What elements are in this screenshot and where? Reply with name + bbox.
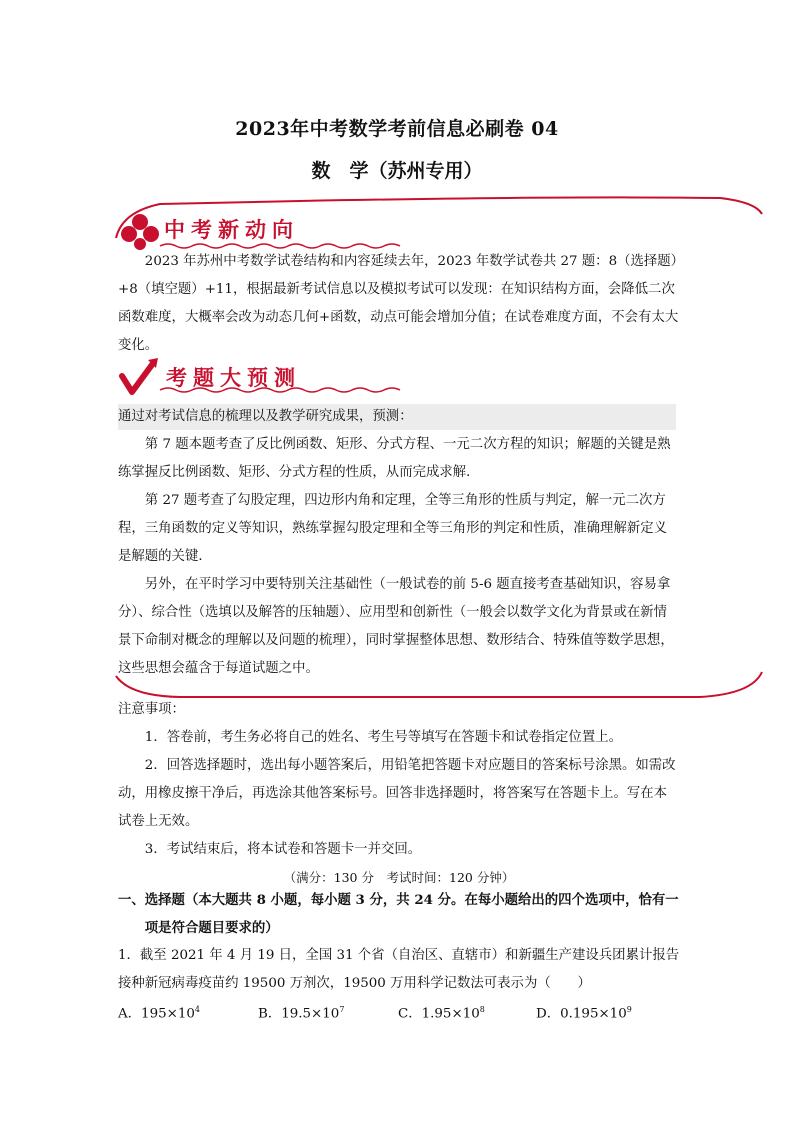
part1-heading: 一、选择题（本大题共 8 小题，每小题 3 分，共 24 分。在每小题给出的四个选项中，恰有一项是符合题目要求的）	[118, 892, 679, 936]
predict-q7: 第 7 题本题考查了反比例函数、矩形、分式方程、一元二次方程的知识；解题的关键是熟练掌握反比例函数、矩形、分式方程的性质，从而完成求解．	[118, 437, 671, 480]
option-c: C．$1.95\times 10^8$	[398, 1005, 485, 1022]
paper-subtitle: 数 学（苏州专用）	[311, 160, 483, 182]
predict-other: 另外，在平时学习中要特别关注基础性（一般试卷的前 5-6 题直接考查基础知识，容易拿分）、综合性（选填以及解答的压轴题）、应用型和创新性（一般会以数学文化为背景或在新情景下命制对概念的理解以及问题的梳理），同时掌握整体思想、数形结合、特殊值等数学思想，这些思想会蕴含于每道试题之中。	[118, 577, 674, 676]
flower-icon	[120, 212, 160, 252]
banner-predict: 考题大预测	[166, 366, 301, 390]
score-time-line: （满分：130 分 考试时间：120 分钟）	[283, 870, 515, 885]
banner-trend: 中考新动向	[164, 218, 299, 242]
option-a: A．$195\times 10^4$	[118, 1005, 200, 1022]
predict-intro: 通过对考试信息的梳理以及教学研究成果，预测：	[118, 409, 413, 424]
notice-heading: 注意事项：	[118, 702, 185, 717]
option-b: B．$19.5\times 10^7$	[258, 1005, 345, 1022]
notice-item-3: 3．考试结束后，将本试卷和答题卡一并交回。	[144, 842, 422, 857]
question-1: 1．截至 2021 年 4 月 19 日，全国 31 个省（自治区、直辖市）和新疆生产建设兵团累计报告接种新冠病毒疫苗约 19500 万剂次，19500 万用科学记数法可表示为（ ）	[118, 948, 680, 991]
check-arrow-icon	[118, 356, 162, 398]
paper-title: 2023年中考数学考前信息必刷卷 04	[235, 118, 559, 140]
option-d: D．$0.195\times 10^9$	[536, 1005, 632, 1022]
notice-item-1: 1．答卷前，考生务必将自己的姓名、考生号等填写在答题卡和试卷指定位置上。	[144, 730, 622, 745]
predict-q27: 第 27 题考查了勾股定理，四边形内角和定理，全等三角形的性质与判定，解一元二次方程，三角函数的定义等知识，熟练掌握勾股定理和全等三角形的判定和性质，准确理解新定义是解题的关键．	[118, 493, 668, 564]
notice-item-2: 2．回答选择题时，选出每小题答案后，用铅笔把答题卡对应题目的答案标号涂黑。如需改动，用橡皮擦干净后，再选涂其他答案标号。回答非选择题时，将答案写在答题卡上。写在本试卷上无效。	[118, 758, 676, 829]
trend-paragraph: 2023 年苏州中考数学试卷结构和内容延续去年，2023 年数学试卷共 27 题：8（选择题）+8（填空题）+11，根据最新考试信息以及模拟考试可以发现：在知识结构方面，会降低二次函数难度，大概率会改为动态几何+函数，动点可能会增加分值；在试卷难度方面，不会有太大变化。	[118, 254, 679, 353]
